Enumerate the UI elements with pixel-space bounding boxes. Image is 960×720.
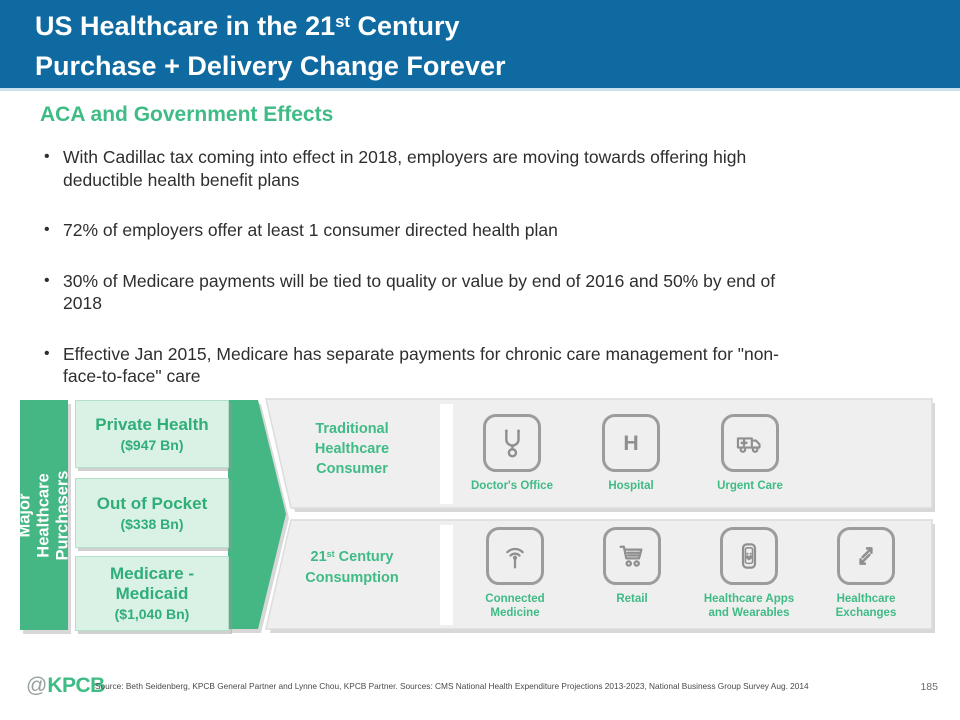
icon-label: Retail — [616, 593, 648, 605]
slide-title — [35, 8, 505, 84]
bullet-text-line: • 72% of employers offer at least 1 consumer directed health plan — [63, 220, 558, 240]
band-label-traditional: Traditional Healthcare Consumer — [314, 421, 390, 477]
icon-label: Healthcare Exchanges — [835, 593, 897, 619]
purchaser-title: Medicare - Medicaid — [109, 564, 195, 603]
title-line-2: Purchase + Delivery Change Forever — [35, 51, 506, 81]
smartphone-heart-icon — [720, 527, 778, 585]
band-divider — [440, 525, 453, 625]
purchaser-title: Private Health — [95, 414, 209, 434]
stethoscope-glyph — [495, 426, 529, 460]
bullet-item — [40, 219, 910, 242]
icon-label: Healthcare Apps and Wearables — [703, 593, 795, 619]
purchaser-box-medicare-medicaid — [75, 556, 229, 631]
logo-kpcb-text: KPCB — [47, 674, 105, 697]
exchange-arrows-glyph — [849, 539, 883, 573]
purchaser-box-private-health — [75, 400, 229, 468]
section-heading: ACA and Government Effects — [40, 103, 334, 126]
icon-label: Hospital — [608, 480, 654, 492]
shopping-cart-glyph — [615, 539, 649, 573]
antenna-icon — [486, 527, 544, 585]
title-line-1 — [35, 8, 505, 48]
bullet-text-line: • 30% of Medicare payments will be tied to quality or value by end of 2016 and 50% by end of — [63, 270, 776, 291]
title-superscript: st — [335, 11, 351, 31]
band-label-superscript: st — [326, 548, 335, 559]
purchaser-title: Out of Pocket — [96, 493, 208, 513]
stethoscope-icon — [483, 414, 541, 472]
shopping-cart-icon — [603, 527, 661, 585]
icon-cell-healthcare-exchanges — [806, 527, 926, 620]
bullet-item — [40, 146, 910, 191]
header-bar — [0, 0, 960, 88]
bullet-text-line: • With Cadillac tax coming into effect in 2018, employers are moving towards offering high — [63, 147, 747, 167]
bullet-text-line: face-to-face" care — [63, 366, 201, 386]
page-number: 185 — [920, 681, 938, 693]
icon-cell-connected-medicine — [455, 527, 575, 620]
title-line-1-text: US Healthcare in the 21 — [35, 11, 336, 41]
purchaser-amount: ($1,040 Bn) — [114, 606, 190, 622]
purchaser-amount: ($338 Bn) — [120, 515, 184, 532]
exchange-arrows-icon — [837, 527, 895, 585]
ambulance-glyph — [733, 426, 767, 460]
icon-cell-retail — [572, 527, 692, 606]
bullet-list — [40, 146, 910, 416]
hospital-glyph — [614, 426, 648, 460]
bullet-text-line: • Effective Jan 2015, Medicare has separate payments for chronic care management for "non- — [63, 343, 779, 364]
icon-cell-urgent-care — [690, 414, 810, 493]
icon-label: Urgent Care — [717, 480, 783, 492]
purchasers-sidebar-label-wrap — [15, 400, 72, 630]
bullet-text-line: deductible health benefit plans — [63, 169, 300, 190]
sidebar-rotated-label: Major Healthcare Purchasers — [15, 470, 72, 560]
icon-label: Doctor's Office — [471, 480, 553, 492]
icon-cell-doctors-office — [452, 414, 572, 493]
title-line-1-suffix: Century — [350, 11, 460, 41]
bullet-text-line: 2018 — [63, 293, 102, 313]
smartphone-heart-glyph — [732, 539, 766, 573]
icon-label: Connected Medicine — [485, 593, 545, 619]
header-divider — [0, 88, 960, 91]
purchaser-amount: ($947 Bn) — [120, 436, 184, 453]
bullet-item — [40, 343, 910, 388]
band-label-prefix: 21 — [310, 549, 327, 565]
icon-cell-healthcare-apps — [689, 527, 809, 620]
bullet-item — [40, 270, 910, 315]
logo-at-glyph: @ — [26, 674, 48, 697]
band-label-suffix: Century Consumption — [305, 549, 399, 586]
hospital-icon — [602, 414, 660, 472]
icon-cell-hospital — [571, 414, 691, 493]
hospital-letter: H — [623, 431, 639, 456]
source-text: Source: Beth Seidenberg, KPCB General Partner and Lynne Chou, KPCB Partner. Sources: CMS National Health Expenditure Projections 2013-2023, National Business Group Survey Aug. 2014 — [95, 681, 809, 691]
kpcb-logo — [26, 674, 105, 698]
diagram — [15, 397, 935, 634]
purchaser-box-out-of-pocket — [75, 478, 229, 548]
ambulance-icon — [721, 414, 779, 472]
band-label-21st-century — [286, 547, 418, 588]
antenna-glyph — [498, 539, 532, 573]
